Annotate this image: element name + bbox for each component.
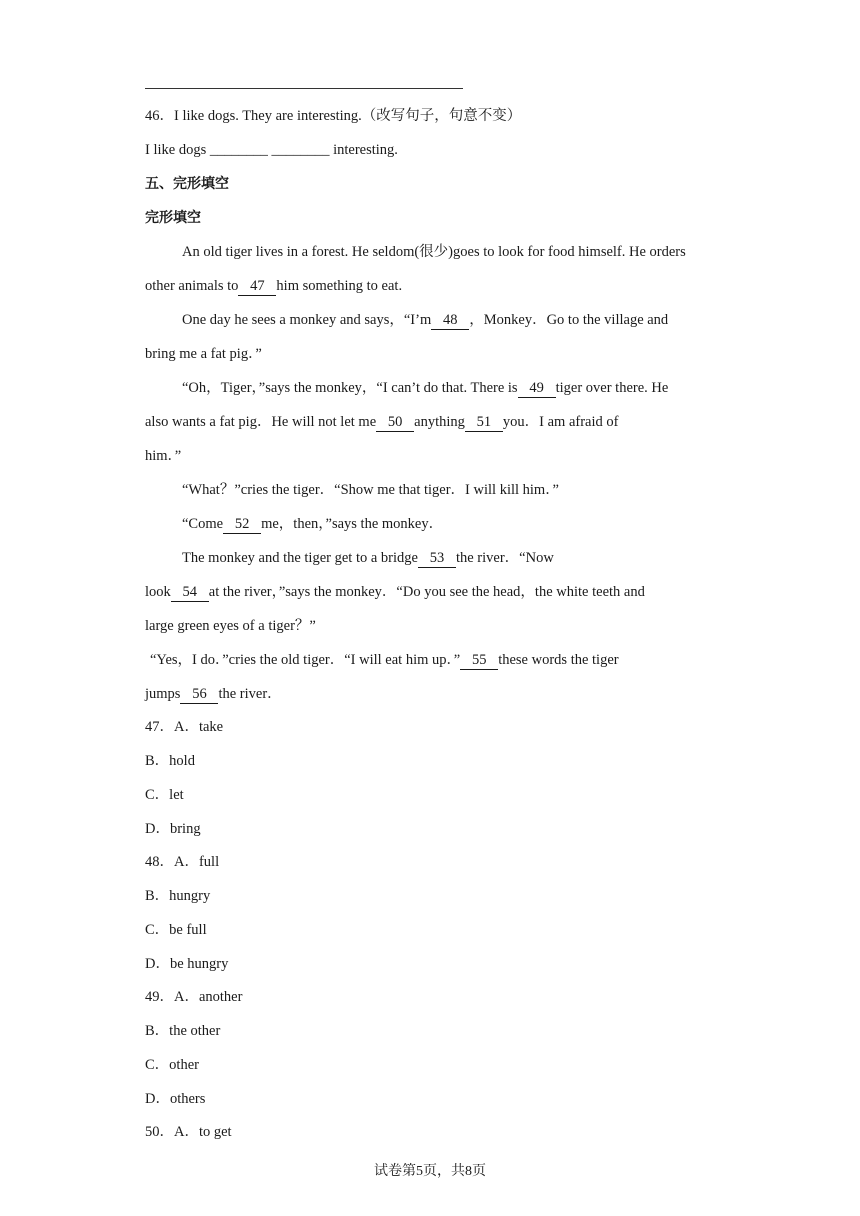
passage-p4: “What？”cries the tiger．“Show me that tiger．I will kill him．” [182, 482, 559, 498]
blank-50: 50 [376, 414, 414, 432]
passage-p2-line2: bring me a fat pig．” [145, 346, 262, 362]
question-48-option-c: C．be full [145, 922, 207, 938]
question-48-option-b: B．hungry [145, 888, 211, 904]
question-49-option-a: 49．A．another [145, 989, 243, 1005]
section-subtitle: 完形填空 [145, 210, 201, 226]
blank-56: 56 [180, 686, 218, 704]
question-47-option-b: B．hold [145, 753, 195, 769]
blank-49: 49 [518, 380, 556, 398]
passage-p7-line1: “Yes，I do．”cries the old tiger．“I will eat him up．” 55 these words the tiger [150, 652, 619, 668]
passage-p5: “Come 52 me，then，”says the monkey． [182, 516, 444, 532]
page-footer: 试卷第5页，共8页 [374, 1164, 486, 1179]
question-49-option-d: D．others [145, 1091, 206, 1107]
question-47-option-d: D．bring [145, 821, 201, 837]
passage-p6-line3: large green eyes of a tiger？” [145, 618, 316, 634]
question-46-prompt: 46．I like dogs. They are interesting.（改写句子，句意不变） [145, 108, 522, 124]
question-50-option-a: 50．A．to get [145, 1124, 232, 1140]
question-48-option-a: 48．A．full [145, 854, 220, 870]
section-title: 五、完形填空 [145, 176, 229, 192]
blank-54: 54 [171, 584, 209, 602]
passage-p6-line1: The monkey and the tiger get to a bridge 53 the river．“Now [182, 550, 554, 566]
passage-p1-line1: An old tiger lives in a forest. He seldom(很少)goes to look for food himself. He orders [182, 244, 686, 260]
blank-52: 52 [223, 516, 261, 534]
blank-47: 47 [238, 278, 276, 296]
passage-p3-line1: “Oh，Tiger，”says the monkey，“I can’t do that. There is 49 tiger over there. He [182, 380, 669, 396]
passage-p3-line3: him．” [145, 448, 182, 464]
question-48-option-d: D．be hungry [145, 956, 229, 972]
question-46-answer-line: I like dogs ________ ________ interesting. [145, 142, 398, 158]
question-49-option-b: B．the other [145, 1023, 221, 1039]
passage-p7-line2: jumps 56 the river． [145, 686, 282, 702]
blank-48: 48 [431, 312, 469, 330]
blank-53: 53 [418, 550, 456, 568]
question-47-option-a: 47．A．take [145, 719, 224, 735]
passage-p6-line2: look 54 at the river，”says the monkey．“Do you see the head，the white teeth and [145, 584, 645, 600]
question-47-option-c: C．let [145, 787, 184, 803]
passage-p2-line1: One day he sees a monkey and says，“I’m 48 ，Monkey．Go to the village and [182, 312, 669, 328]
blank-55: 55 [460, 652, 498, 670]
passage-p3-line2: also wants a fat pig．He will not let me 50 anything 51 you．I am afraid of [145, 414, 619, 430]
blank-51: 51 [465, 414, 503, 432]
passage-p1-line2: other animals to 47 him something to eat. [145, 278, 403, 294]
question-49-option-c: C．other [145, 1057, 199, 1073]
top-divider-line [145, 88, 463, 89]
